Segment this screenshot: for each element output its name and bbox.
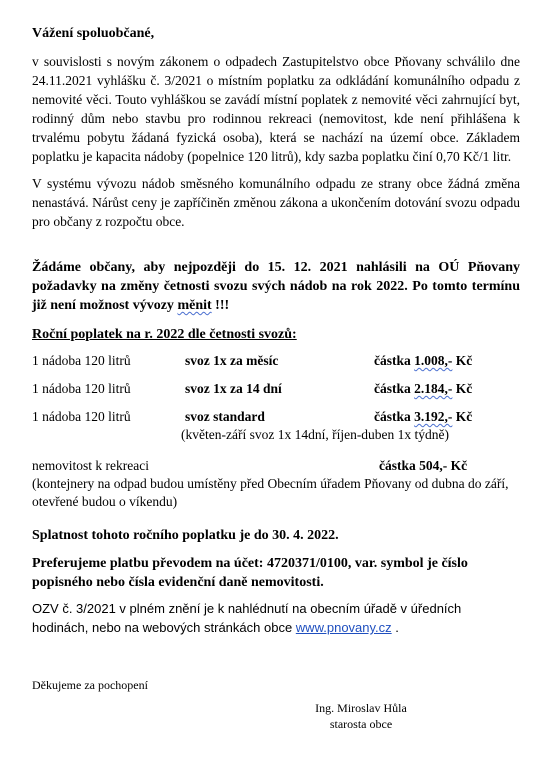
- fee-item: nemovitost k rekreaci: [32, 458, 149, 473]
- thanks-line: Děkujeme za pochopení: [32, 678, 148, 692]
- fees-heading: Roční poplatek na r. 2022 dle četnosti svozů:: [32, 327, 297, 342]
- fee-row-biweekly: [32, 380, 520, 398]
- signature-title: starosta obce: [329, 717, 393, 731]
- standard-schedule-note: (květen-září svoz 1x 14dní, říjen-duben 1x týdně): [181, 427, 450, 442]
- fee-frequency: svoz 1x za 14 dní: [185, 381, 282, 396]
- intro-paragraph-2: V systému vývozu nádob směsného komunálního odpadu ze strany obce žádná změna nenastává. Nárůst ceny je zapříčiněn změnou zákona a ukončením dotování svozu odpadu pro občany z rozpočtu obce.: [32, 176, 520, 229]
- fee-item: 1 nádoba 120 litrů: [32, 381, 131, 396]
- fee-frequency: svoz standard: [185, 409, 265, 424]
- payment-info: Preferujeme platbu převodem na účet: 4720371/0100, var. symbol je číslo popisného nebo čísla evidenční daně nemovitosti.: [32, 556, 468, 590]
- fee-row-recreation: [32, 457, 520, 475]
- fee-item: 1 nádoba 120 litrů: [32, 353, 131, 368]
- greeting: Vážení spoluobčané,: [32, 26, 155, 41]
- ozv-end: .: [391, 620, 399, 635]
- website-link[interactable]: www.pnovany.cz: [295, 620, 392, 635]
- due-date: Splatnost tohoto ročního poplatku je do 30. 4. 2022.: [32, 528, 339, 543]
- letter-body: [32, 26, 520, 637]
- signature-name: Ing. Miroslav Hůla: [315, 701, 407, 715]
- fee-amount: částka 2.184,- Kč: [374, 381, 473, 396]
- recreation-note: (kontejnery na odpad budou umístěny před Obecním úřadem Pňovany od dubna do září, otevřené budou o víkendu): [32, 476, 509, 509]
- fee-amount: částka 504,- Kč: [379, 458, 468, 473]
- request-squiggle-word: měnit: [177, 298, 212, 313]
- request-paragraph: [32, 258, 520, 315]
- fee-amount: částka 1.008,- Kč: [374, 353, 473, 368]
- request-text: Žádáme občany, aby nejpozději do 15. 12. 2021 nahlásili na OÚ Pňovany požadavky na změny četnosti svozu svých nádob na rok 2022. Po tomto termínu již není možnost vývozy: [32, 260, 520, 313]
- intro-paragraph-1: v souvislosti s novým zákonem o odpadech Zastupitelstvo obce Pňovany schválilo dne 24.11.2021 vyhlášku č. 3/2021 o místním poplatku za odkládání komunálního odpadu z nemovité věci. Touto vyhláškou se zavádí místní poplatek z nemovité věci zahrnující byt, rodinný dům nebo stavbu pro rodinnou rekreaci (nemovitost, kde není přihlášena k trvalému pobytu žádaná fyzická osoba), která se nachází na území obce. Základem poplatku je kapacita nádoby (popelnice 120 litrů), kdy sazba poplatku činí 0,70 Kč/1 litr.: [32, 54, 520, 164]
- fee-amount: částka 3.192,- Kč: [374, 409, 473, 424]
- ozv-paragraph: [32, 599, 520, 637]
- fee-frequency: svoz 1x za měsíc: [185, 353, 279, 368]
- fee-item: 1 nádoba 120 litrů: [32, 409, 131, 424]
- fees-table: [32, 352, 520, 511]
- request-text-end: !!!: [211, 298, 230, 313]
- ozv-text: OZV č. 3/2021 v plném znění je k nahlédnutí na obecním úřadě v úředních hodinách, nebo na webových stránkách obce: [32, 601, 462, 635]
- fee-row-monthly: [32, 352, 520, 370]
- fee-row-standard: [32, 408, 520, 426]
- signature-block: [306, 700, 416, 732]
